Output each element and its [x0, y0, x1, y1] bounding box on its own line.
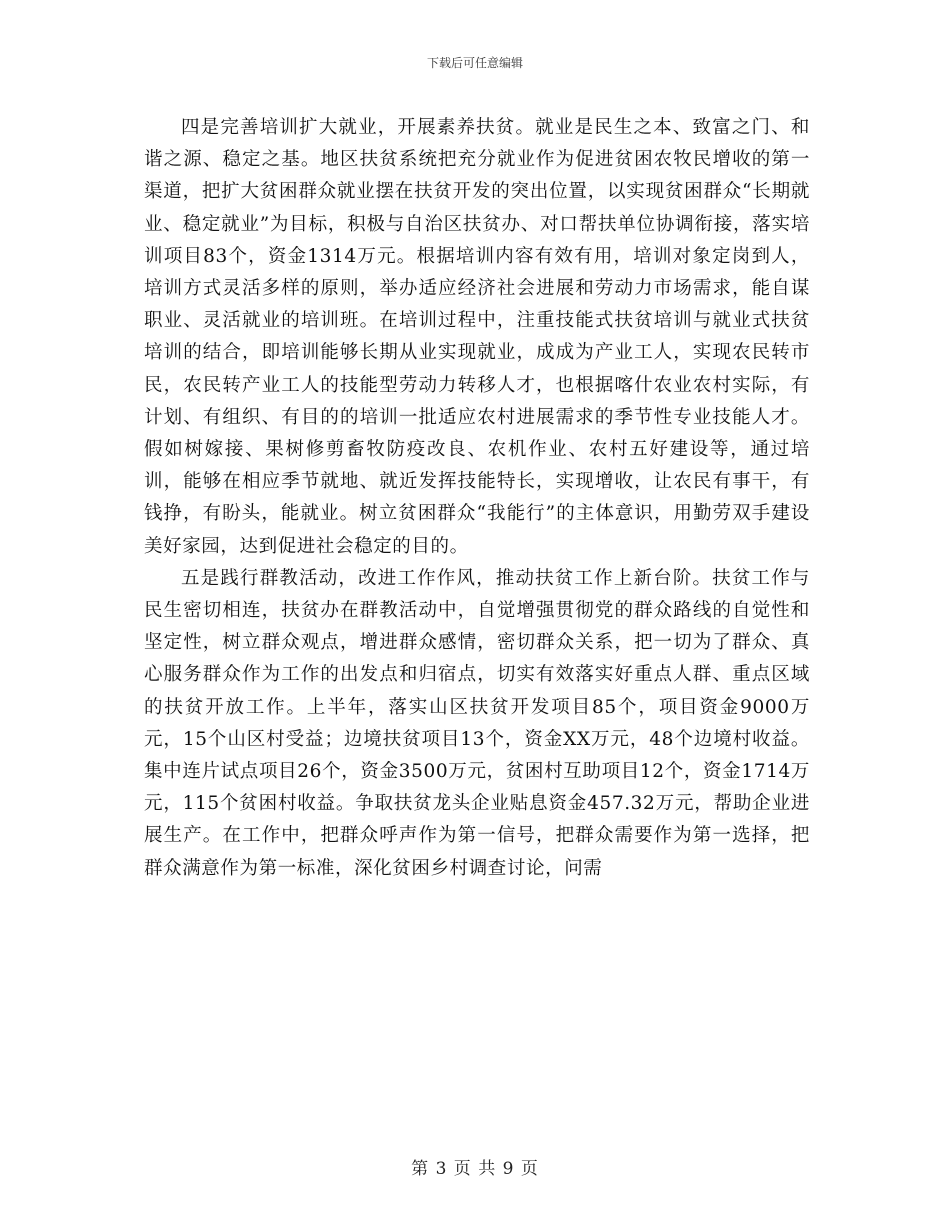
paragraph-5-mass-line-activity: 五是践行群教活动，改进工作作风，推动扶贫工作上新台阶。扶贫工作与民生密切相连，扶贫办在群教活动中，自觉增强贯彻党的群众路线的自觉性和坚定性，树立群众观点，增进群众感情，密切群众关系，把一切为了群众、真心服务群众作为工作的出发点和归宿点，切实有效落实好重点人群、重点区域的扶贫开放工作。上半年，落实山区扶贫开发项目85个，项目资金9000万元，15个山区村受益；边境扶贫项目13个，资金XX万元，48个边境村收益。集中连片试点项目26个，资金3500万元，贫困村互助项目12个，资金1714万元，115个贫困村收益。争取扶贫龙头企业贴息资金457.32万元，帮助企业进展生产。在工作中，把群众呼声作为第一信号，把群众需要作为第一选择，把群众满意作为第一标准，深化贫困乡村调查讨论，问需	[144, 567, 810, 879]
page-header-note: 下载后可任意编辑	[426, 56, 523, 70]
document-body	[144, 112, 810, 885]
page-number-footer: 第 3 页 共 9 页	[411, 1159, 539, 1179]
paragraph-4-training-employment: 四是完善培训扩大就业，开展素养扶贫。就业是民生之本、致富之门、和谐之源、稳定之基。地区扶贫系统把充分就业作为促进贫困农牧民增收的第一渠道，把扩大贫困群众就业摆在扶贫开发的突出位置，以实现贫困群众“长期就业、稳定就业”为目标，积极与自治区扶贫办、对口帮扶单位协调衔接，落实培训项目83个，资金1314万元。根据培训内容有效有用，培训对象定岗到人，培训方式灵活多样的原则，举办适应经济社会进展和劳动力市场需求，能自谋职业、灵活就业的培训班。在培训过程中，注重技能式扶贫培训与就业式扶贫培训的结合，即培训能够长期从业实现就业，成成为产业工人，实现农民转市民，农民转产业工人的技能型劳动力转移人才，也根据喀什农业农村实际，有计划、有组织、有目的的培训一批适应农村进展需求的季节性专业技能人才。假如树嫁接、果树修剪畜牧防疫改良、农机作业、农村五好建设等，通过培训，能够在相应季节就地、就近发挥技能特长，实现增收，让农民有事干，有钱挣，有盼头，能就业。树立贫困群众“我能行”的主体意识，用勤劳双手建设美好家园，达到促进社会稳定的目的。	[144, 117, 810, 557]
